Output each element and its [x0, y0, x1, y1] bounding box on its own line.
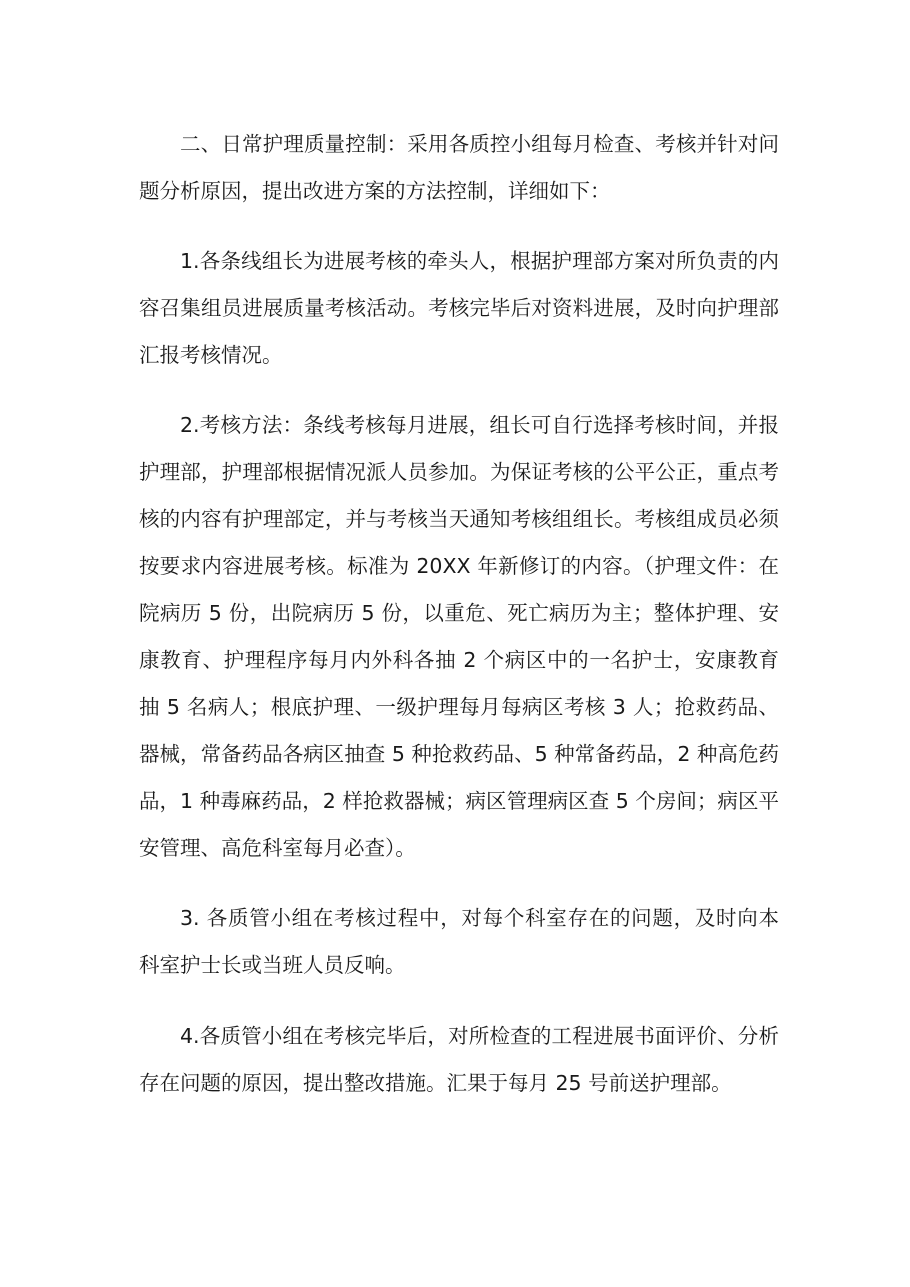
- paragraph-item-1: 1.各条线组长为进展考核的牵头人，根据护理部方案对所负责的内容召集组员进展质量考核活动。考核完毕后对资料进展，及时向护理部汇报考核情况。: [139, 249, 779, 367]
- paragraph-item-4: 4.各质管小组在考核完毕后，对所检查的工程进展书面评价、分析存在问题的原因，提出整改措施。汇果于每月 25 号前送护理部。: [139, 1024, 779, 1095]
- paragraph-item-2: 2.考核方法：条线考核每月进展，组长可自行选择考核时间，并报护理部，护理部根据情况派人员参加。为保证考核的公平公正，重点考核的内容有护理部定，并与考核当天通知考核组组长。考核组成员必须按要求内容进展考核。标准为 20XX 年新修订的内容。（护理文件：在院病历 5 份，出院病历 5 份，以重危、死亡病历为主；整体护理、安康教育、护理程序每月内外科各抽 2 个病区中的一名护士，安康教育抽 5 名病人；根底护理、一级护理每月每病区考核 3 人；抢救药品、器械，常备药品各病区抽查 5 种抢救药品、5 种常备药品，2 种高危药品，1 种毒麻药品，2 样抢救器械；病区管理病区查 5 个房间；病区平安管理、高危科室每月必查）。: [139, 413, 779, 860]
- paragraph-daily-quality-control: 二、日常护理质量控制：采用各质控小组每月检查、考核并针对问题分析原因，提出改进方案的方法控制，详细如下：: [139, 132, 779, 203]
- paragraph-item-3: 3. 各质管小组在考核过程中，对每个科室存在的问题，及时向本科室护士长或当班人员反响。: [139, 906, 779, 977]
